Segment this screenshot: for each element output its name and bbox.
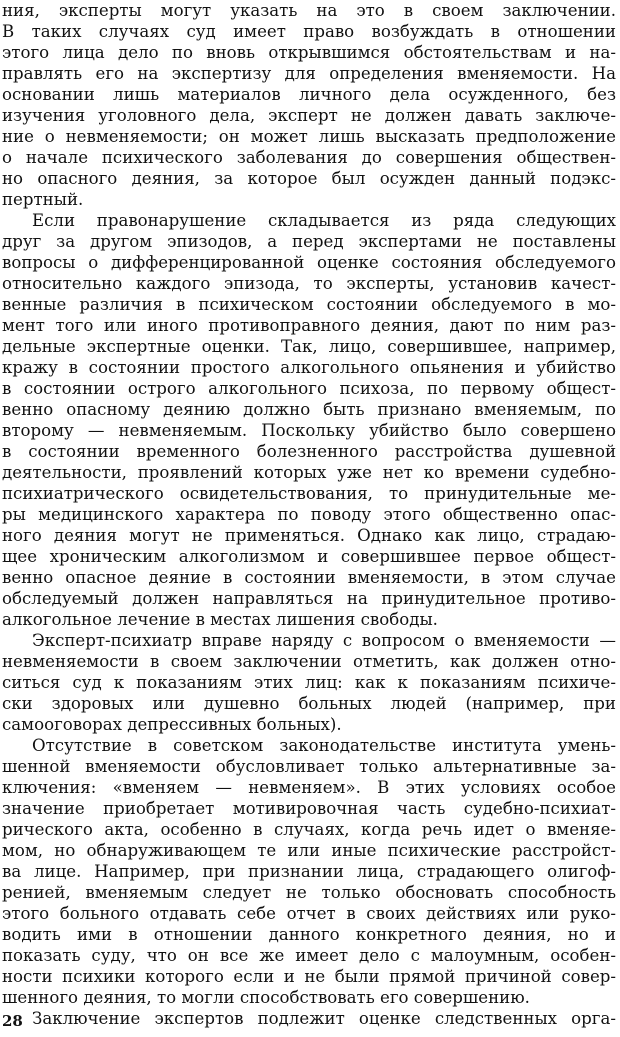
text-line: значение приобретает мотивировочная часть судебно-психиат- xyxy=(2,799,616,818)
text-line: второму — невменяемым. Поскольку убийство было совершено xyxy=(2,421,616,440)
text-line: в состоянии временного болезненного расстройства душевной xyxy=(2,442,616,461)
text-line: этого лица дело по вновь открывшимся обстоятельствам и на- xyxy=(2,43,616,62)
text-line: но опасного деяния, за которое был осужден данный подэкс- xyxy=(2,169,616,188)
text-line: Отсутствие в советском законодательстве института умень- xyxy=(32,736,616,755)
text-line: мом, но обнаруживающем те или иные психические расстройст- xyxy=(2,841,616,860)
text-line: Если правонарушение складывается из ряда следующих xyxy=(32,211,616,230)
text-line: Заключение экспертов подлежит оценке следственных орга- xyxy=(32,1009,616,1028)
text-line: этого больного отдавать себе отчет в своих действиях или руко- xyxy=(2,904,616,923)
text-line: о начале психического заболевания до совершения обществен- xyxy=(2,148,616,167)
text-line: рического акта, особенно в случаях, когда речь идет о вменяе- xyxy=(2,820,616,839)
page-text xyxy=(2,0,616,1029)
paragraph xyxy=(2,735,616,1008)
text-line: алкогольное лечение в местах лишения свободы. xyxy=(2,610,438,629)
text-line: деятельности, проявлений которых уже нет ко времени судебно- xyxy=(2,463,616,482)
text-line: водить ими в отношении данного конкретного деяния, но и xyxy=(2,925,616,944)
text-line: Эксперт-психиатр вправе наряду с вопросом о вменяемости — xyxy=(32,631,616,650)
text-line: ренией, вменяемым следует не только обосновать способность xyxy=(2,883,616,902)
text-line: психиатрического освидетельствования, то принудительные ме- xyxy=(2,484,616,503)
page-number: 28 xyxy=(2,1012,23,1030)
text-line: обследуемый должен направляться на принудительное противо- xyxy=(2,589,616,608)
text-line: изучения уголовного дела, эксперт не должен давать заключе- xyxy=(2,106,616,125)
text-line: ния, эксперты могут указать на это в своем заключении. xyxy=(2,1,616,20)
text-line: вопросы о дифференцированной оценке состояния обследуемого xyxy=(2,253,616,272)
text-line: ключения: «вменяем — невменяем». В этих условиях особое xyxy=(2,778,616,797)
text-line: венные различия в психическом состоянии обследуемого в мо- xyxy=(2,295,616,314)
text-line: правлять его на экспертизу для определения вменяемости. На xyxy=(2,64,616,83)
text-line: кражу в состоянии простого алкогольного опьянения и убийство xyxy=(2,358,616,377)
text-line: ски здоровых или душевно больных людей (например, при xyxy=(2,694,616,713)
paragraph xyxy=(2,1008,616,1029)
text-line: щее хроническим алкоголизмом и совершившее первое общест- xyxy=(2,547,616,566)
text-line: ва лице. Например, при признании лица, страдающего олигоф- xyxy=(2,862,616,881)
text-line: ного деяния могут не применяться. Однако как лицо, страдаю- xyxy=(2,526,616,545)
text-line: ситься суд к показаниям этих лиц: как к показаниям психиче- xyxy=(2,673,616,692)
paragraph xyxy=(2,0,616,210)
text-line: венно опасному деянию должно быть признано вменяемым, по xyxy=(2,400,616,419)
text-line: ние о невменяемости; он может лишь высказать предположение xyxy=(2,127,616,146)
text-line: В таких случаях суд имеет право возбуждать в отношении xyxy=(2,22,616,41)
text-line: ры медицинского характера по поводу этого общественно опас- xyxy=(2,505,616,524)
text-line: дельные экспертные оценки. Так, лицо, совершившее, например, xyxy=(2,337,616,356)
text-line: относительно каждого эпизода, то эксперты, установив качест- xyxy=(2,274,616,293)
paragraph xyxy=(2,210,616,630)
text-line: ности психики которого если и не были прямой причиной совер- xyxy=(2,967,616,986)
text-line: мент того или иного противоправного деяния, дают по ним раз- xyxy=(2,316,616,335)
text-line: показать суду, что он все же имеет дело с малоумным, особен- xyxy=(2,946,616,965)
text-line: шенной вменяемости обусловливает только альтернативные за- xyxy=(2,757,616,776)
text-line: основании лишь материалов личного дела осужденного, без xyxy=(2,85,616,104)
text-line: невменяемости в своем заключении отметить, как должен отно- xyxy=(2,652,616,671)
text-line: в состоянии острого алкогольного психоза, по первому общест- xyxy=(2,379,616,398)
text-line: венно опасное деяние в состоянии вменяемости, в этом случае xyxy=(2,568,616,587)
text-line: друг за другом эпизодов, а перед экспертами не поставлены xyxy=(2,232,616,251)
paragraph xyxy=(2,630,616,735)
text-line: шенного деяния, то могли способствовать его совершению. xyxy=(2,988,530,1007)
text-line: самооговорах депрессивных больных). xyxy=(2,715,342,734)
text-line: пертный. xyxy=(2,190,84,209)
